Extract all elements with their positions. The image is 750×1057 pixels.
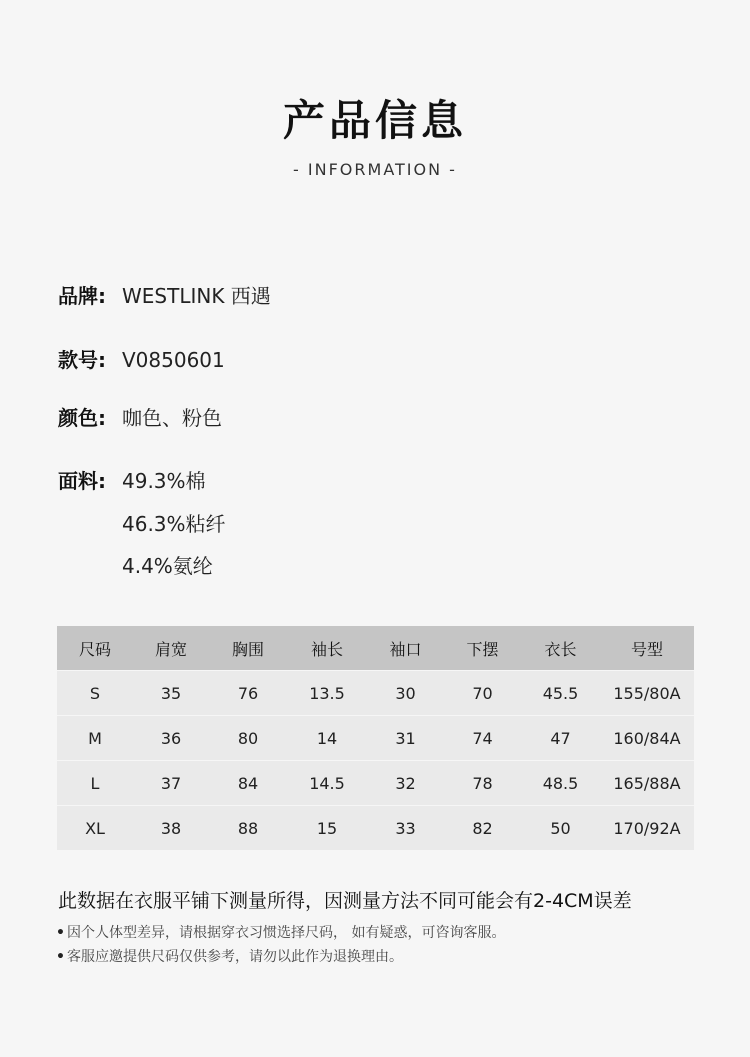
header-cell: 下摆	[444, 626, 521, 671]
table-cell: 82	[444, 806, 521, 851]
table-cell: 88	[209, 806, 287, 851]
table-cell: 30	[367, 671, 444, 716]
table-cell: 76	[209, 671, 287, 716]
style-value: V0850601	[122, 348, 225, 372]
table-row	[57, 761, 694, 806]
table-cell: 170/92A	[600, 806, 694, 851]
header-cell: 胸围	[209, 626, 287, 671]
table-row	[57, 716, 694, 761]
bullet-icon: •	[56, 925, 65, 941]
header-cell: 袖长	[287, 626, 367, 671]
fabric-line-3: 4.4%氨纶	[122, 554, 213, 578]
header-cell: 号型	[600, 626, 694, 671]
header-cell: 肩宽	[133, 626, 209, 671]
table-cell: 36	[133, 716, 209, 761]
table-cell: 50	[521, 806, 600, 851]
table-cell: 31	[367, 716, 444, 761]
table-cell: M	[57, 716, 133, 761]
note-item	[56, 946, 403, 966]
size-table	[57, 626, 694, 850]
table-row	[57, 671, 694, 716]
table-cell: L	[57, 761, 133, 806]
table-cell: 160/84A	[600, 716, 694, 761]
header-cell: 衣长	[521, 626, 600, 671]
brand-row	[58, 280, 271, 309]
table-cell: 32	[367, 761, 444, 806]
fabric-row	[58, 465, 206, 494]
size-table-header	[57, 626, 694, 671]
table-cell: 45.5	[521, 671, 600, 716]
fabric-line-1: 49.3%棉	[122, 469, 206, 493]
style-label: 款号:	[58, 348, 106, 372]
brand-label: 品牌:	[58, 284, 106, 308]
table-cell: 47	[521, 716, 600, 761]
table-cell: 14.5	[287, 761, 367, 806]
table-cell: 33	[367, 806, 444, 851]
table-cell: 78	[444, 761, 521, 806]
table-cell: 15	[287, 806, 367, 851]
table-cell: 84	[209, 761, 287, 806]
header-cell: 袖口	[367, 626, 444, 671]
color-value: 咖色、粉色	[122, 406, 222, 430]
table-row	[57, 806, 694, 851]
table-cell: 38	[133, 806, 209, 851]
table-cell: 70	[444, 671, 521, 716]
color-row	[58, 402, 222, 431]
table-cell: 74	[444, 716, 521, 761]
table-cell: 155/80A	[600, 671, 694, 716]
note-item	[56, 922, 505, 942]
page-subtitle: - INFORMATION -	[293, 160, 457, 179]
fabric-line-2: 46.3%粘纤	[122, 512, 226, 536]
measurement-note-title: 此数据在衣服平铺下测量所得，因测量方法不同可能会有2-4CM误差	[58, 890, 632, 912]
table-cell: 80	[209, 716, 287, 761]
note-text: 因个人体型差异，请根据穿衣习惯选择尺码， 如有疑惑，可咨询客服。	[67, 925, 506, 941]
table-cell: 35	[133, 671, 209, 716]
table-cell: 13.5	[287, 671, 367, 716]
bullet-icon: •	[56, 949, 65, 965]
fabric-label: 面料:	[58, 469, 106, 493]
table-cell: S	[57, 671, 133, 716]
header-cell: 尺码	[57, 626, 133, 671]
brand-value: WESTLINK 西遇	[122, 284, 271, 308]
note-text: 客服应邀提供尺码仅供参考，请勿以此作为退换理由。	[67, 949, 403, 965]
style-row	[58, 344, 225, 373]
color-label: 颜色:	[58, 406, 106, 430]
page-title: 产品信息	[282, 96, 467, 145]
table-cell: 37	[133, 761, 209, 806]
table-cell: 165/88A	[600, 761, 694, 806]
table-cell: XL	[57, 806, 133, 851]
table-cell: 14	[287, 716, 367, 761]
table-cell: 48.5	[521, 761, 600, 806]
